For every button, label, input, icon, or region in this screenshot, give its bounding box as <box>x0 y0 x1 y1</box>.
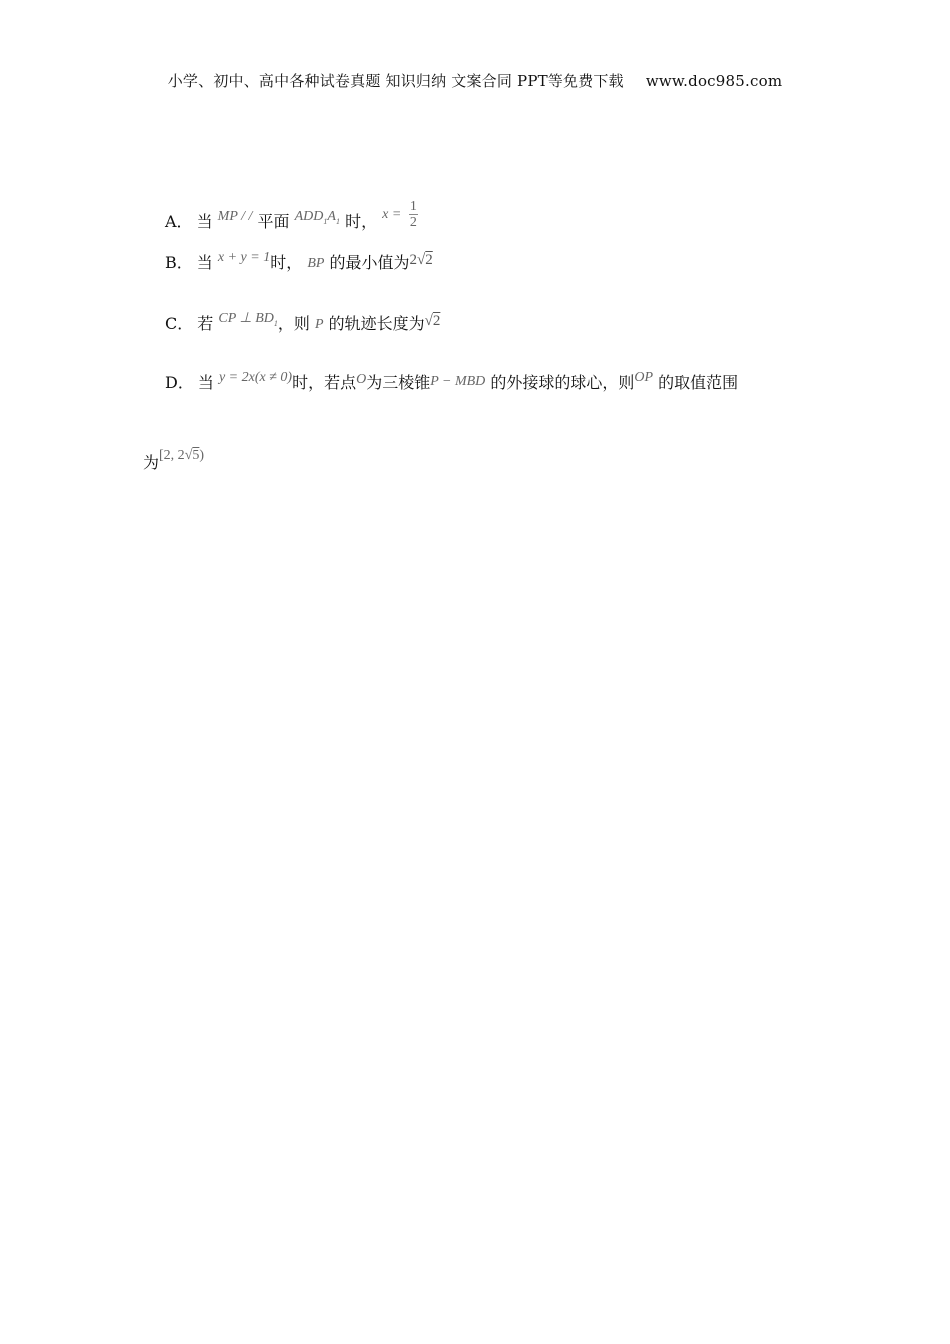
option-c-text: 若 <box>197 314 214 333</box>
option-a-label: A． <box>165 212 193 231</box>
option-b-text: 当 <box>196 253 213 272</box>
sqrt-expression: 2√2 <box>409 252 433 268</box>
option-d-continued <box>143 450 204 473</box>
page-header <box>0 70 950 91</box>
option-d <box>165 370 738 393</box>
option-c <box>165 311 440 335</box>
option-d-text: 为 <box>143 453 160 472</box>
option-b-text: 时， <box>270 253 303 272</box>
option-a-text: 平面 <box>257 212 290 231</box>
option-d-text: 的外接球的球心，则 <box>490 373 635 392</box>
option-b-text: 的最小值为 <box>329 253 410 272</box>
math-expression: P − MBD <box>430 374 486 389</box>
math-expression: P <box>314 317 324 332</box>
math-expression: O <box>356 372 367 387</box>
option-c-text: 的轨迹长度为 <box>328 314 425 333</box>
option-d-text: 为三棱锥 <box>366 373 431 392</box>
sqrt-expression: √2 <box>424 313 441 329</box>
option-d-text: 的取值范围 <box>658 373 739 392</box>
option-d-text: 时，若点 <box>292 373 357 392</box>
option-d-label: D． <box>165 373 194 392</box>
option-b-label: B． <box>165 253 193 272</box>
option-a-text: 当 <box>196 212 213 231</box>
math-expression: x + y = 1 <box>217 250 271 265</box>
math-expression: BP <box>307 256 325 271</box>
header-url[interactable]: www.doc985.com <box>645 72 783 90</box>
math-expression: CP ⊥ $BD_1$ <box>218 311 278 328</box>
option-b <box>165 250 433 273</box>
math-expression: OP <box>634 370 654 385</box>
header-text: 小学、初中、高中各种试卷真题 知识归纳 文案合同 PPT等免费下载 <box>167 72 624 90</box>
option-d-text: 当 <box>197 373 214 392</box>
range-expression: [2, 2√5) <box>159 448 205 463</box>
math-expression: $ADD_1A_1$ <box>294 209 340 226</box>
option-c-text: ，则 <box>277 314 310 333</box>
option-a <box>165 199 418 238</box>
fraction: x = $\frac{1}{2}$ <box>382 199 417 230</box>
option-c-label: C． <box>165 314 194 333</box>
option-a-text: 时， <box>345 212 378 231</box>
math-expression: MP / / <box>217 209 253 224</box>
math-expression: y = 2x(x ≠ 0) <box>218 370 293 385</box>
